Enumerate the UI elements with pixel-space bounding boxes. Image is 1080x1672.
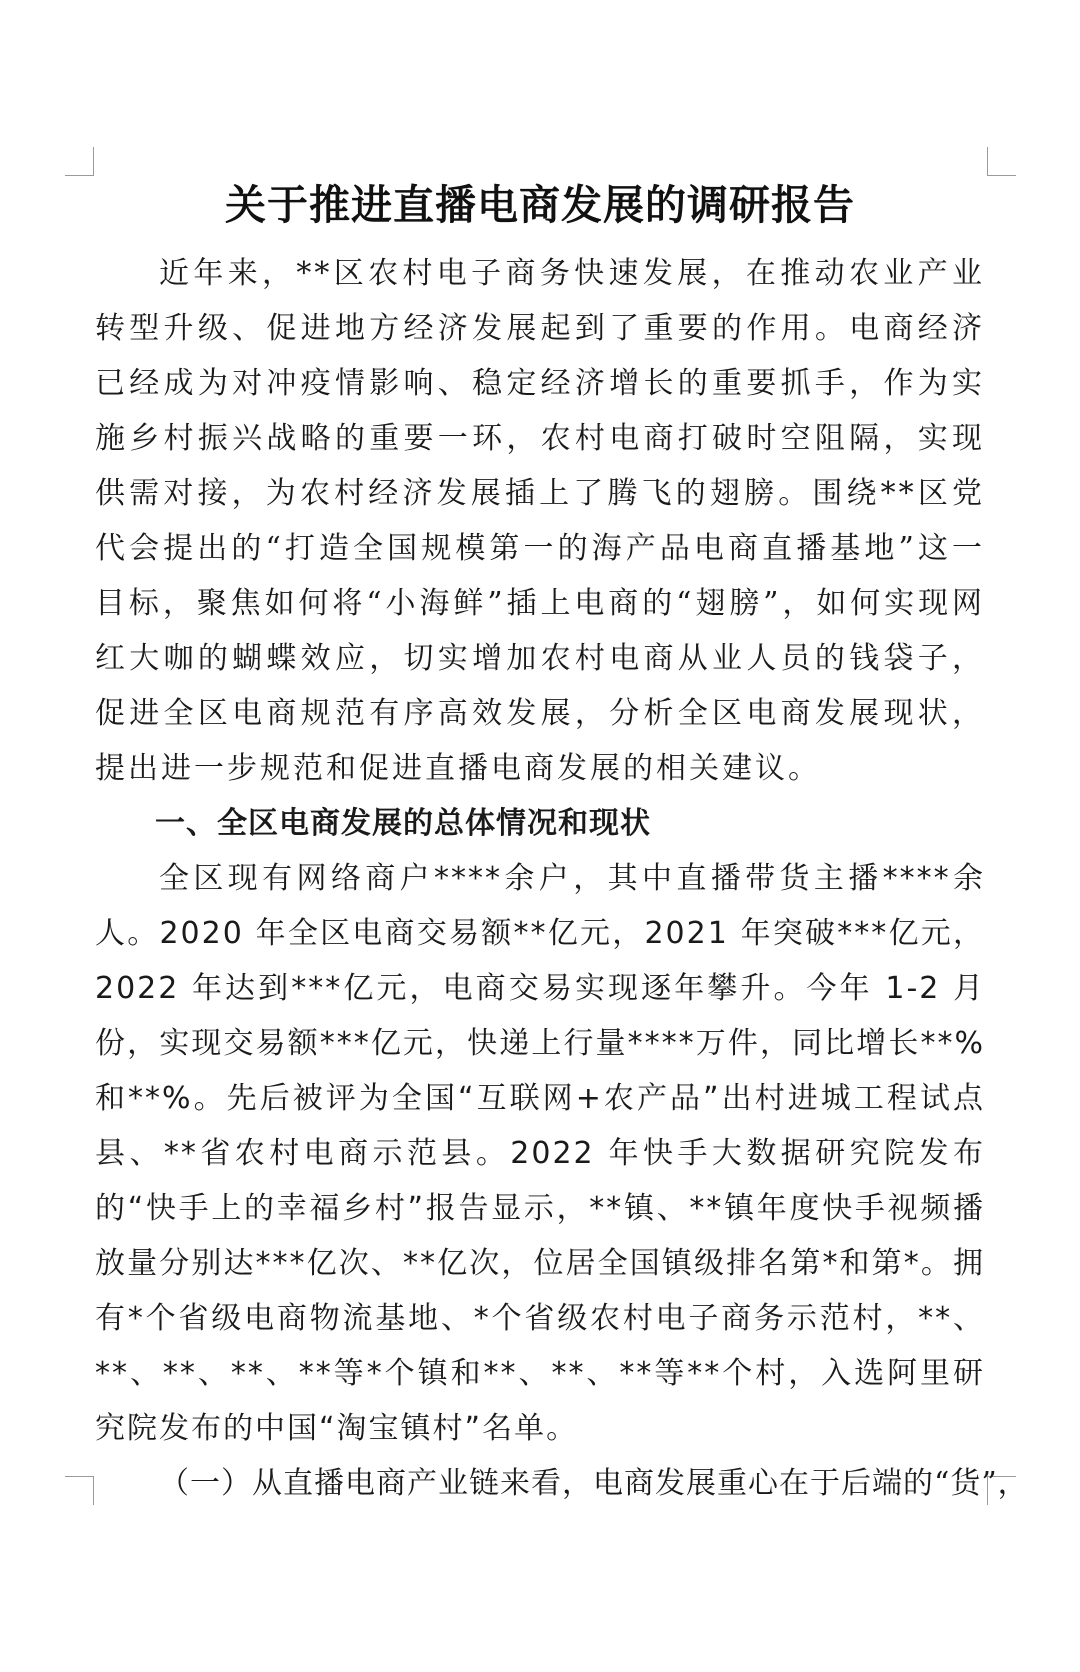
document-page — [95, 170, 1029, 1511]
intro-paragraph: 近年来，**区农村电子商务快速发展，在推动农业产业转型升级、促进地方经济发展起到了重要的作用。电商经济已经成为对冲疫情影响、稳定经济增长的重要抓手，作为实施乡村振兴战略的重要一环，农村电商打破时空阻隔，实现供需对接，为农村经济发展插上了腾飞的翅膀。围绕**区党代会提出的“打造全国规模第一的海产品电商直播基地”这一目标，聚焦如何将“小海鲜”插上电商的“翅膀”，如何实现网红大咖的蝴蝶效应，切实增加农村电商从业人员的钱袋子，促进全区电商规范有序高效发展，分析全区电商发展现状，提出进一步规范和促进直播电商发展的相关建议。 — [95, 256, 985, 786]
crop-mark-bottom-left — [65, 1476, 94, 1505]
section-heading: 一、全区电商发展的总体情况和现状 — [155, 806, 651, 841]
crop-mark-top-left — [65, 147, 94, 176]
section-paragraph: 全区现有网络商户****余户，其中直播带货主播****余人。2020 年全区电商交易额**亿元，2021 年突破***亿元，2022 年达到***亿元，电商交易实现逐年攀升。今年 1-2 月份，实现交易额***亿元，快递上行量****万件，同比增长**%和**%。先后被评为全国“互联网+农产品”出村进城工程试点县、**省农村电商示范县。2022 年快手大数据研究院发布的“快手上的幸福乡村”报告显示，**镇、**镇年度快手视频播放量分别达***亿次、**亿次，位居全国镇级排名第*和第*。拥有*个省级电商物流基地、*个省级农村电子商务示范村，**、**、**、**、**等*个镇和**、**、**等**个村，入选阿里研究院发布的中国“淘宝镇村”名单。 — [95, 861, 985, 1446]
crop-mark-top-right — [987, 147, 1016, 176]
document-title: 关于推进直播电商发展的调研报告 — [225, 181, 855, 229]
subsection-heading: （一）从直播电商产业链来看，电商发展重心在于后端的“货”， — [159, 1466, 1029, 1501]
